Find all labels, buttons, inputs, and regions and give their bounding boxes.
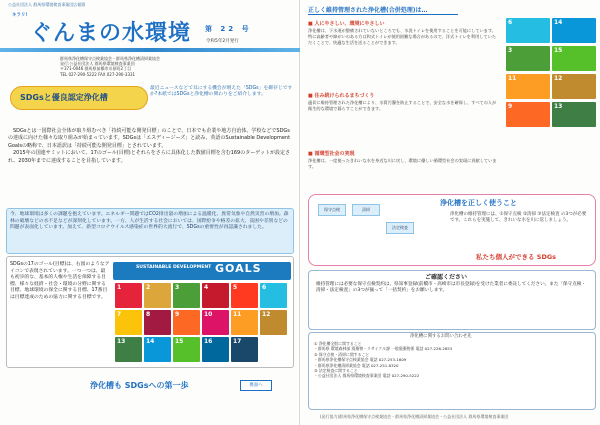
sdg-goal-tile: [552, 18, 596, 43]
related-goal-icons: [506, 18, 596, 130]
org-line: 公益社団法人 群馬県環境検査事業団広報紙: [8, 2, 86, 7]
sdg-goal-tile: [115, 337, 142, 362]
sdg-goal-tile: [552, 74, 596, 99]
sdg-goal-number: 6: [262, 284, 267, 291]
inspection-chip: 法定検査: [386, 222, 414, 234]
sdg-goal-tile: [506, 46, 550, 71]
sdg-goal-tile: [173, 283, 200, 308]
sdg-goal-tile: [506, 102, 550, 127]
intro-paragraph: SDGsとは一国際社会全体が取り組むべき「持続可能な開発目標」のことで、日本でも企業や地方自治体、学校などでSDGsの達成に向けた様々な取り組みが始まっています。SDGsは「エスディージーズ」と読み、英語のSustainable Development Goalsの略称で、日本語訳は「持続可能な開発目標」とされています。: [8, 128, 291, 149]
contact-list: [314, 341, 594, 379]
sdg-header-label: SUSTAINABLE DEVELOPMENT: [136, 265, 212, 270]
goal-icon-row: [506, 74, 596, 99]
masthead-title: ぐんまの水環境: [30, 21, 192, 46]
publisher-line: TEL 027-290-5222 FAX 027-290-3331: [60, 71, 136, 77]
sdg-goal-tile: [231, 337, 258, 362]
section-title: ■ 住み続けられるまちづくり: [308, 93, 375, 99]
maintenance-chip: 保守点検: [318, 204, 346, 216]
publisher-info: [60, 56, 280, 77]
sdg-goal-grid: [115, 283, 289, 362]
sdg-goal-number: 4: [204, 284, 209, 291]
sdg-goal-tile: [506, 74, 550, 99]
sdg-goal-tile: [144, 310, 171, 335]
sdg-goal-tile: [260, 310, 287, 335]
masthead-sub: キラリ!: [12, 13, 28, 18]
sdg-goal-tile: [506, 18, 550, 43]
sdg-goal-tile: [173, 337, 200, 362]
notice-title: ご確認ください: [425, 274, 468, 281]
sdg-goal-number: 9: [508, 103, 513, 110]
sdg-goal-tile: [173, 310, 200, 335]
contact-line: ・公益社団法人 群馬県環境検査事業団 電話 027-290-5222: [314, 373, 420, 379]
masthead-wave: [0, 48, 300, 52]
sdg-goal-number: 12: [554, 75, 563, 82]
sdg-goal-tile: [115, 283, 142, 308]
sdg-goal-number: 2: [146, 284, 151, 291]
contact-line: ② 保守点検・清掃に関すること: [314, 351, 370, 357]
notice-body: 維持管理には必要な保守点検契約は、県知事登録(前橋市・高崎市は市長登録)を受けた業者に委託してください。また「保守点検・清掃・法定検査」の3つが揃って「一括契約」をお願いします。: [316, 282, 587, 294]
issue-date: 令和5年2月発行: [206, 39, 239, 44]
right-heading: 正しく維持管理された浄化槽(合併処理)は…: [308, 7, 428, 14]
sdg-goal-tile: [144, 283, 171, 308]
sdg-goal-number: 16: [204, 338, 213, 345]
sdg-goal-number: 14: [146, 338, 155, 345]
sdg-goal-number: 13: [117, 338, 126, 345]
sdg-goal-number: 9: [175, 311, 180, 318]
sdg-goal-tile: [202, 310, 229, 335]
sdg-goal-number: 3: [175, 284, 180, 291]
sdg-goal-number: 8: [146, 311, 151, 318]
sdg-goal-number: 7: [117, 311, 122, 318]
sdg-goal-tile: [231, 283, 258, 308]
sdg-goal-number: 17: [233, 338, 242, 345]
sdg-goal-number: 13: [554, 103, 563, 110]
sdg-goal-number: 11: [508, 75, 517, 82]
sdg-goal-number: 10: [204, 311, 213, 318]
contact-line: ③ 法定検査に関すること: [314, 368, 358, 374]
section-title: ■ 循環型社会の実現: [308, 151, 355, 157]
goal-icon-row: [506, 102, 596, 127]
goal-icon-row: [506, 18, 596, 43]
publisher-line: 群馬県浄化槽保守点検業協会・群馬県浄化槽清掃業協会: [60, 56, 160, 61]
proper-use-body: 浄化槽の維持管理には、①保守点検 ②清掃 ③法定検査 の3つが必要です。これらを実施して、きれいな水を川に返しましょう。: [450, 212, 587, 223]
personal-sdgs-caption: 私たち個人ができる SDGs: [476, 253, 557, 261]
sdg-goal-number: 12: [262, 311, 271, 318]
feature-lead: 最近ニュースなどで耳にする機会が増えた「SDGs」を御存じですか?本紙ではSDGsと浄化槽の関わりをご紹介します。: [150, 86, 293, 98]
proper-use-title: 浄化槽を正しく使うこと: [440, 199, 517, 207]
sdg-goal-number: 11: [233, 311, 242, 318]
goal-icon-row: [506, 46, 596, 71]
sdg-goal-number: 6: [508, 19, 513, 26]
sdg-goal-number: 15: [554, 47, 563, 54]
sdg-goal-number: 1: [117, 284, 122, 291]
sdg-goal-tile: [202, 337, 229, 362]
sdg-goal-tile: [552, 46, 596, 71]
intro-article: [8, 128, 294, 206]
contact-line: ・群馬県浄化槽清掃業協会 電話 027-251-8320: [314, 362, 399, 368]
sdg-goal-tile: [260, 283, 287, 308]
feature-banner-text: SDGsと優良認定浄化槽: [20, 93, 108, 102]
sdg-goal-number: 5: [233, 284, 238, 291]
section-body: 適切に維持管理された浄化槽により、水質汚濁を防止することで、安全な水を確保し、すべての人が衛生的な環境で暮らすことができます。: [308, 100, 497, 111]
publisher-footer: (発行協力)群馬県浄化槽保守点検業協会・群馬県浄化槽清掃業協会・公益社団法人 群馬県環境検査事業団: [320, 414, 509, 419]
contact-line: ・群馬県 環境森林部 廃棄物・リサイクル課 一般廃棄物係 電話 027-226-2853: [314, 346, 453, 352]
goals-text: SDGsの17のゴール(目標)は、右図のようなアイコンで表現されています。一つ一つは、最も初歩的な、基本的人権や生活を保障する目標、様々な経済・社会・環境の分野に関する目標、地球環境の保全に関する目標、17番目は目標達成のための協力に関する目標です。: [10, 262, 110, 300]
issue-number: 第 22 号: [205, 25, 252, 33]
sdg-goal-tile: [231, 310, 258, 335]
sdg-header-goals: GOALS: [215, 262, 262, 275]
sdg-goal-number: 3: [508, 47, 513, 54]
contact-line: ・群馬県浄化槽保守点検業協会 電話 027-253-1609: [314, 357, 407, 363]
footer-title: 浄化槽も SDGsへの第一歩: [90, 381, 189, 390]
cleaning-chip: 清掃: [352, 204, 380, 216]
environment-issues-box: [6, 208, 294, 254]
sdg-goal-tile: [115, 310, 142, 335]
publisher-line: 発行:公益社団法人 群馬県環境検査事業団: [60, 61, 135, 67]
sdg-goal-number: 15: [175, 338, 184, 345]
section-body: 浄化槽は、一度使ったきれいな水を身近な川に戻し、環境に優しい循環型社会の実現に貢献しています。: [308, 158, 497, 169]
next-page-button[interactable]: 裏面へ: [240, 380, 272, 391]
contact-line: ① 浄化槽全般に関すること: [314, 341, 362, 346]
sdg-goal-tile: [552, 102, 596, 127]
sdg-goal-number: 14: [554, 19, 563, 26]
section-title: ■ 人にやさしい、環境にやさしい: [308, 21, 385, 27]
sdg-goal-tile: [144, 337, 171, 362]
publisher-line: 〒371-0046 群馬県前橋市川原町2丁目: [60, 66, 132, 72]
contact-heading: 浄化槽に関するお問い合わせ先: [410, 334, 472, 339]
sdg-goal-tile: [202, 283, 229, 308]
heading-rule: [308, 14, 458, 15]
environment-issues-text: 今、地球環境は多くの課題を抱えています。エネルギー問題ではCO2排出量の増加による温暖化、異常気象や自然災害の増加。森林の破壊などの水不足などが深刻化しています。一方、人が生活する社会においては、国際紛争や格差の拡大、貧困や差別などの問題が表面化しています。加えて、新型コロナウイルス感染症の世界的大流行で、SDGsの重要性が再認識されました。: [10, 212, 289, 231]
right-page: [300, 0, 600, 425]
section-body: 浄化槽は、下水道が整備されていないところでも、水洗トイレを使用することを可能にしています。特に高齢者や障がいのある方は和式トイレが使用困難な場合があるので、洋式トイレを利用していただくことで、快適な生活を送ることができます。: [308, 28, 496, 45]
intro-paragraph: 2015年の国連サミットにおいて、17のゴール(目標)とそれらをさらに具体化した数値目標を含む169のターゲットが設定され、2030年までに達成することを目指しています。: [8, 150, 291, 164]
